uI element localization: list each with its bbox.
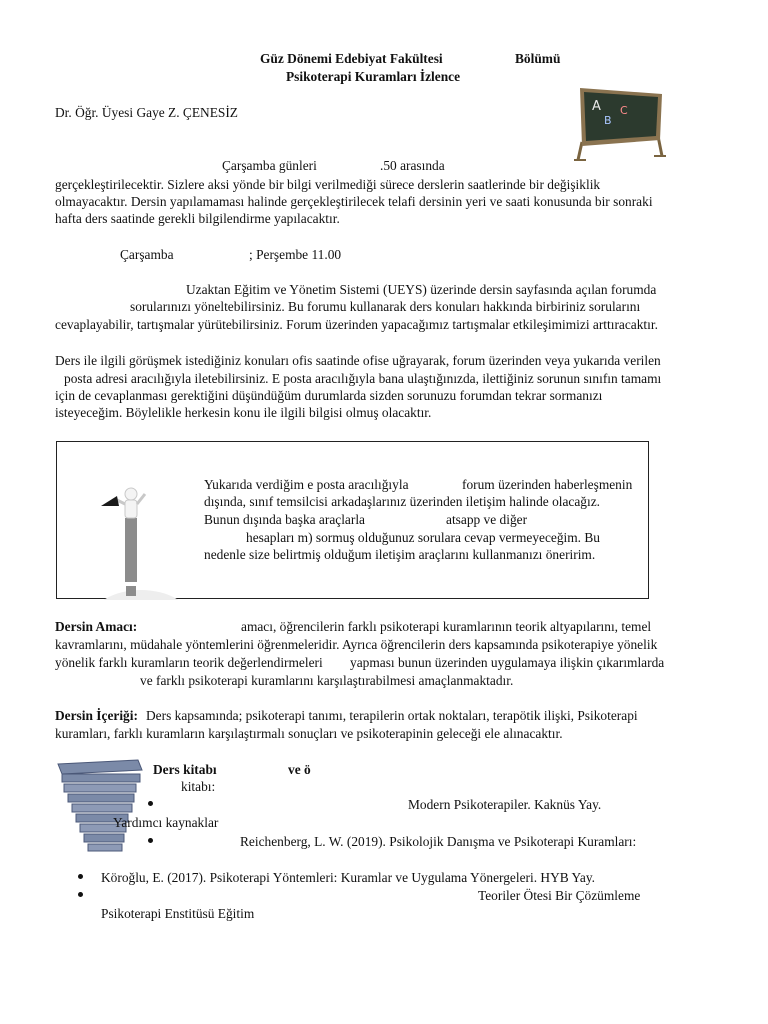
schedule-day: Çarşamba günleri [222, 158, 317, 173]
books-heading-continued: ve ö [288, 762, 311, 777]
reference-item: Köroğlu, E. (2017). Psikoterapi Yöntemleri: Kuramlar ve Uygulama Yönergeleri. HYB Yay. [101, 870, 595, 885]
notice-line: hesapları m) sormuş olduğunuz sorulara cevap vermeyeceğim. Bu [246, 530, 600, 545]
chalk-letter-a: A [592, 99, 601, 114]
content-line: Ders kapsamında; psikoterapi tanımı, terapilerin ortak noktaları, terapötik ilişki, Psikoterapi [146, 708, 638, 723]
aim-line: ve farklı psikoterapi kuramlarını karşılaştırabilmesi amaçlanmaktadır. [140, 673, 514, 688]
notice-line: dışında, sınıf temsilcisi arkadaşlarınız üzerinden iletişim halinde olacağız. [204, 494, 601, 509]
aux-label: Yardımcı kaynaklar [113, 815, 219, 830]
office-hours-day2: ; Perşembe 11.00 [249, 247, 342, 262]
main-book: Modern Psikoterapiler. Kaknüs Yay. [408, 797, 602, 812]
schedule-line: gerçekleştirilecektir. Sizlere aksi yönde bir bilgi verilmediği sürece derslerin saatlerinde bir değişiklik [55, 177, 601, 192]
books-heading-line2: kitabı: [181, 779, 216, 794]
reference-item: Reichenberg, L. W. (2019). Psikolojik Danışma ve Psikoterapi Kuramları: [240, 834, 637, 849]
schedule-time: .50 arasında [380, 158, 445, 173]
chalk-letter-b: B [604, 114, 612, 127]
reference-item-continued: Psikoterapi Enstitüsü Eğitim [101, 906, 255, 921]
aim-line: amacı, öğrencilerin farklı psikoterapi kuramlarının teorik altyapılarını, temel [241, 619, 652, 634]
department-title: Bölümü [515, 51, 561, 66]
chalk-letter-c: C [620, 104, 628, 117]
notice-line: Bunun dışında başka araçlarla [204, 512, 366, 527]
bullet-icon [148, 801, 153, 806]
faculty-title: Güz Dönemi Edebiyat Fakültesi [260, 51, 443, 66]
forum-line: Uzaktan Eğitim ve Yönetim Sistemi (UEYS) üzerinde dersin sayfasında açılan forumda [186, 282, 657, 297]
bullet-icon [78, 874, 83, 879]
instructor-name: Dr. Öğr. Üyesi Gaye Z. ÇENESİZ [55, 105, 238, 120]
schedule-line: olmayacaktır. Dersin yapılamaması halinde gerçekleştirilecek telafi dersinin yeri ve saati konusunda bir sonraki [55, 194, 653, 209]
content-label: Dersin İçeriği: [55, 708, 138, 723]
notice-line: forum üzerinden haberleşmenin [462, 477, 633, 492]
aim-label: Dersin Amacı: [55, 619, 138, 634]
aim-line: kavramlarını, müdahale yöntemlerini öğrenmeleridir. Ayrıca öğrencilerin ders kapsamında psikoterapiye yönelik [55, 637, 658, 652]
office-hours-day1: Çarşamba [120, 247, 174, 262]
notice-box [56, 441, 649, 599]
aim-line: yapması bunun üzerinden uygulamaya ilişkin çıkarımlarda [350, 655, 665, 670]
contact-line: için de cevaplanması gerektiğini düşündüğüm durumlarda sizden sorunuzu forumdan tekrar sormanızı [55, 388, 603, 403]
notice-line: atsapp ve diğer [446, 512, 528, 527]
aim-line: yönelik farklı kuramların teorik değerlendirmeleri [55, 655, 323, 670]
forum-line: sorularınızı yöneltebilirsiniz. Bu forumu kullanarak ders konuları hakkında birbiriniz sorularını [130, 299, 641, 314]
contact-line: Ders ile ilgili görüşmek istediğiniz konuları ofis saatinde ofise uğrayarak, forum üzerinden veya yukarıda verilen [55, 353, 661, 368]
megaphone-figure-illustration [97, 480, 207, 600]
notice-line: Yukarıda verdiğim e posta aracılığıyla [204, 477, 409, 492]
bullet-icon [78, 892, 83, 897]
books-heading: Ders kitabı [153, 762, 217, 777]
content-line: kuramları, farklı kuramların karşılaştırmalı sonuçları ve psikoterapinin geleceği ele alınacaktır. [55, 726, 563, 741]
schedule-line: hafta ders saatinde gerekli bilgilendirme yapılacaktır. [55, 211, 340, 226]
bullet-icon [148, 838, 153, 843]
notice-line: nedenle size belirtmiş olduğum iletişim araçlarını kullanmanızı öneririm. [204, 547, 596, 562]
course-title: Psikoterapi Kuramları İzlence [286, 69, 461, 84]
contact-line: posta adresi aracılığıyla iletebilirsiniz. E posta aracılığıyla bana ulaştığınızda, ilettiğiniz sorunun sınıfın tamamı [64, 371, 662, 386]
forum-line: cevaplayabilir, tartışmalar yürütebilirsiniz. Forum üzerinden yapacağımız tartışmalar etkileşimimizi arttıracaktır. [55, 317, 658, 332]
reference-item: Teoriler Ötesi Bir Çözümleme [478, 888, 641, 903]
contact-line: isteyeceğim. Böylelikle herkesin konu ile ilgili bilgisi olmuş olacaktır. [55, 405, 432, 420]
book-stack-illustration [52, 756, 148, 852]
chalkboard-illustration [574, 84, 666, 162]
